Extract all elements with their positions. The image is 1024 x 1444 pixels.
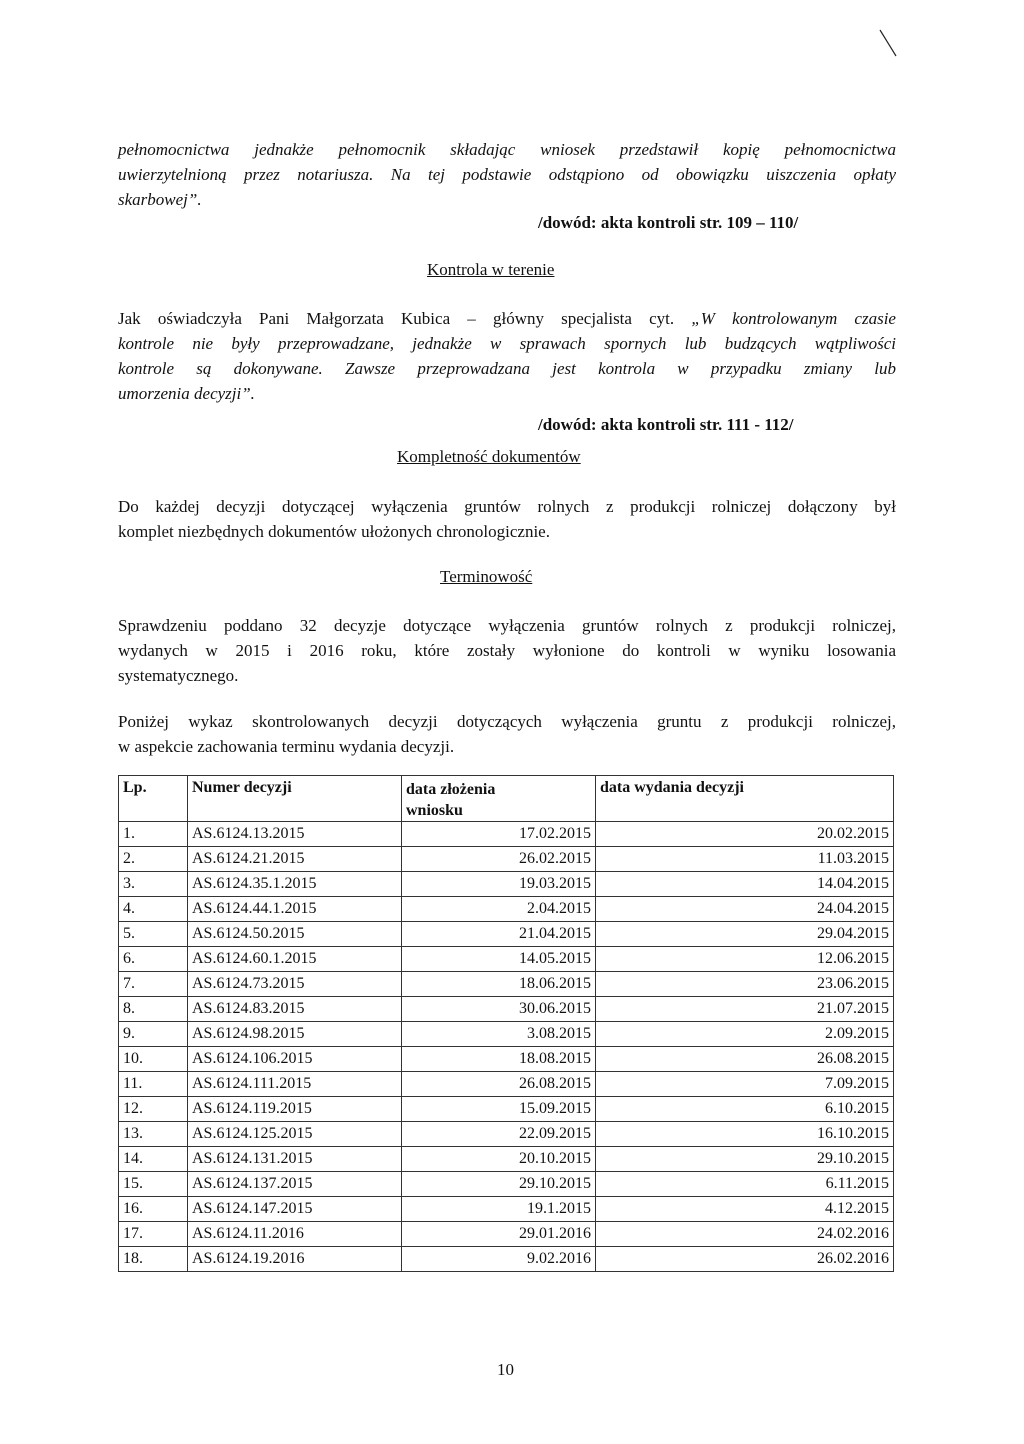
evidence-reference: /dowód: akta kontroli str. 111 - 112/ [538, 415, 794, 434]
table-row [119, 1172, 894, 1197]
cell-issued: 6.10.2015 [596, 1097, 894, 1122]
text-line: skarbowej”. [118, 190, 202, 209]
cell-lp: 15. [119, 1172, 188, 1197]
cell-submitted: 29.10.2015 [402, 1172, 596, 1197]
cell-lp: 11. [119, 1072, 188, 1097]
cell-submitted: 14.05.2015 [402, 947, 596, 972]
text-line: komplet niezbędnych dokumentów ułożonych chronologicznie. [118, 522, 550, 541]
intro-paragraph [118, 137, 896, 212]
table-row [119, 872, 894, 897]
cell-lp: 12. [119, 1097, 188, 1122]
cell-number: AS.6124.131.2015 [188, 1147, 402, 1172]
header-submitted-line2: wniosku [406, 802, 463, 819]
cell-issued: 12.06.2015 [596, 947, 894, 972]
text-line: w aspekcie zachowania terminu wydania decyzji. [118, 737, 455, 756]
cell-lp: 1. [119, 822, 188, 847]
text-line: wydanych w 2015 i 2016 roku, które zostały wyłonione do kontroli w wyniku losowania [118, 641, 896, 660]
table-row [119, 1122, 894, 1147]
page-number: 10 [497, 1360, 514, 1379]
table-row [119, 1197, 894, 1222]
table-row [119, 1222, 894, 1247]
table-row [119, 822, 894, 847]
cell-issued: 21.07.2015 [596, 997, 894, 1022]
cell-lp: 7. [119, 972, 188, 997]
cell-lp: 5. [119, 922, 188, 947]
text-line: pełnomocnictwa jednakże pełnomocnik składając wniosek przedstawił kopię pełnomocnictwa [118, 140, 896, 159]
cell-submitted: 3.08.2015 [402, 1022, 596, 1047]
cell-number: AS.6124.60.1.2015 [188, 947, 402, 972]
text-line: Do każdej decyzji dotyczącej wyłączenia gruntów rolnych z produkcji rolniczej dołączony był [118, 497, 896, 516]
cell-lp: 13. [119, 1122, 188, 1147]
cell-submitted: 18.08.2015 [402, 1047, 596, 1072]
section-heading-field-control: Kontrola w terenie [427, 260, 555, 279]
section-heading-timeliness: Terminowość [440, 567, 533, 586]
cell-submitted: 20.10.2015 [402, 1147, 596, 1172]
table-header-row [119, 776, 894, 822]
cell-number: AS.6124.73.2015 [188, 972, 402, 997]
cell-issued: 2.09.2015 [596, 1022, 894, 1047]
header-lp: Lp. [119, 776, 188, 822]
timeliness-paragraph-1 [118, 613, 896, 688]
cell-lp: 3. [119, 872, 188, 897]
cell-number: AS.6124.35.1.2015 [188, 872, 402, 897]
table-row [119, 1247, 894, 1272]
cell-submitted: 9.02.2016 [402, 1247, 596, 1272]
table-row [119, 997, 894, 1022]
table-row [119, 922, 894, 947]
text-line: Jak oświadczyła Pani Małgorzata Kubica – główny specjalista cyt. „W kontrolowanym czasie [118, 309, 896, 328]
cell-lp: 18. [119, 1247, 188, 1272]
cell-submitted: 18.06.2015 [402, 972, 596, 997]
cell-lp: 6. [119, 947, 188, 972]
cell-submitted: 26.02.2015 [402, 847, 596, 872]
cell-issued: 7.09.2015 [596, 1072, 894, 1097]
field-control-paragraph [118, 306, 896, 406]
completeness-paragraph [118, 494, 896, 544]
cell-issued: 14.04.2015 [596, 872, 894, 897]
cell-number: AS.6124.111.2015 [188, 1072, 402, 1097]
table-row [119, 947, 894, 972]
cell-submitted: 19.03.2015 [402, 872, 596, 897]
cell-submitted: 30.06.2015 [402, 997, 596, 1022]
cell-lp: 14. [119, 1147, 188, 1172]
cell-lp: 17. [119, 1222, 188, 1247]
cell-number: AS.6124.125.2015 [188, 1122, 402, 1147]
cell-submitted: 2.04.2015 [402, 897, 596, 922]
table-row [119, 972, 894, 997]
cell-submitted: 29.01.2016 [402, 1222, 596, 1247]
table-row [119, 1097, 894, 1122]
decisions-table [118, 775, 894, 1272]
cell-number: AS.6124.83.2015 [188, 997, 402, 1022]
cell-issued: 16.10.2015 [596, 1122, 894, 1147]
cell-issued: 26.02.2016 [596, 1247, 894, 1272]
cell-issued: 24.04.2015 [596, 897, 894, 922]
cell-issued: 29.10.2015 [596, 1147, 894, 1172]
cell-issued: 4.12.2015 [596, 1197, 894, 1222]
cell-number: AS.6124.13.2015 [188, 822, 402, 847]
cell-issued: 23.06.2015 [596, 972, 894, 997]
table-body [119, 822, 894, 1272]
evidence-reference: /dowód: akta kontroli str. 109 – 110/ [538, 213, 799, 232]
table-row [119, 1147, 894, 1172]
text-line: systematycznego. [118, 666, 239, 685]
cell-lp: 8. [119, 997, 188, 1022]
cell-issued: 11.03.2015 [596, 847, 894, 872]
header-issued: data wydania decyzji [596, 776, 894, 822]
cell-lp: 4. [119, 897, 188, 922]
table-row [119, 897, 894, 922]
cell-number: AS.6124.98.2015 [188, 1022, 402, 1047]
cell-issued: 24.02.2016 [596, 1222, 894, 1247]
header-submitted [402, 776, 596, 822]
cell-issued: 6.11.2015 [596, 1172, 894, 1197]
cell-lp: 10. [119, 1047, 188, 1072]
cell-number: AS.6124.106.2015 [188, 1047, 402, 1072]
cell-submitted: 17.02.2015 [402, 822, 596, 847]
cell-number: AS.6124.11.2016 [188, 1222, 402, 1247]
text-line: Poniżej wykaz skontrolowanych decyzji dotyczących wyłączenia gruntu z produkcji rolniczej, [118, 712, 896, 731]
cell-number: AS.6124.50.2015 [188, 922, 402, 947]
header-number: Numer decyzji [188, 776, 402, 822]
cell-lp: 16. [119, 1197, 188, 1222]
table-row [119, 1047, 894, 1072]
cell-number: AS.6124.119.2015 [188, 1097, 402, 1122]
table-row [119, 1072, 894, 1097]
cell-submitted: 21.04.2015 [402, 922, 596, 947]
cell-lp: 9. [119, 1022, 188, 1047]
timeliness-paragraph-2 [118, 709, 896, 759]
cell-issued: 29.04.2015 [596, 922, 894, 947]
cell-number: AS.6124.21.2015 [188, 847, 402, 872]
cell-number: AS.6124.147.2015 [188, 1197, 402, 1222]
cell-lp: 2. [119, 847, 188, 872]
text-line: kontrole nie były przeprowadzane, jednakże w sprawach spornych lub budzących wątpliwości [118, 334, 896, 353]
cell-number: AS.6124.137.2015 [188, 1172, 402, 1197]
cell-submitted: 19.1.2015 [402, 1197, 596, 1222]
cell-number: AS.6124.44.1.2015 [188, 897, 402, 922]
text-line: umorzenia decyzji”. [118, 384, 255, 403]
cell-submitted: 26.08.2015 [402, 1072, 596, 1097]
table-row [119, 847, 894, 872]
cell-submitted: 22.09.2015 [402, 1122, 596, 1147]
table-row [119, 1022, 894, 1047]
text-line: Sprawdzeniu poddano 32 decyzje dotyczące wyłączenia gruntów rolnych z produkcji rolniczej, [118, 616, 896, 635]
text-line: kontrole są dokonywane. Zawsze przeprowadzana jest kontrola w przypadku zmiany lub [118, 359, 896, 378]
text-line: uwierzytelnioną przez notariusza. Na tej podstawie odstąpiono od obowiązku uiszczenia opłaty [118, 165, 896, 184]
cell-issued: 20.02.2015 [596, 822, 894, 847]
scan-mark [878, 28, 900, 58]
cell-submitted: 15.09.2015 [402, 1097, 596, 1122]
cell-issued: 26.08.2015 [596, 1047, 894, 1072]
header-submitted-line1: data złożenia [406, 781, 496, 798]
cell-number: AS.6124.19.2016 [188, 1247, 402, 1272]
section-heading-completeness: Kompletność dokumentów [397, 447, 581, 466]
